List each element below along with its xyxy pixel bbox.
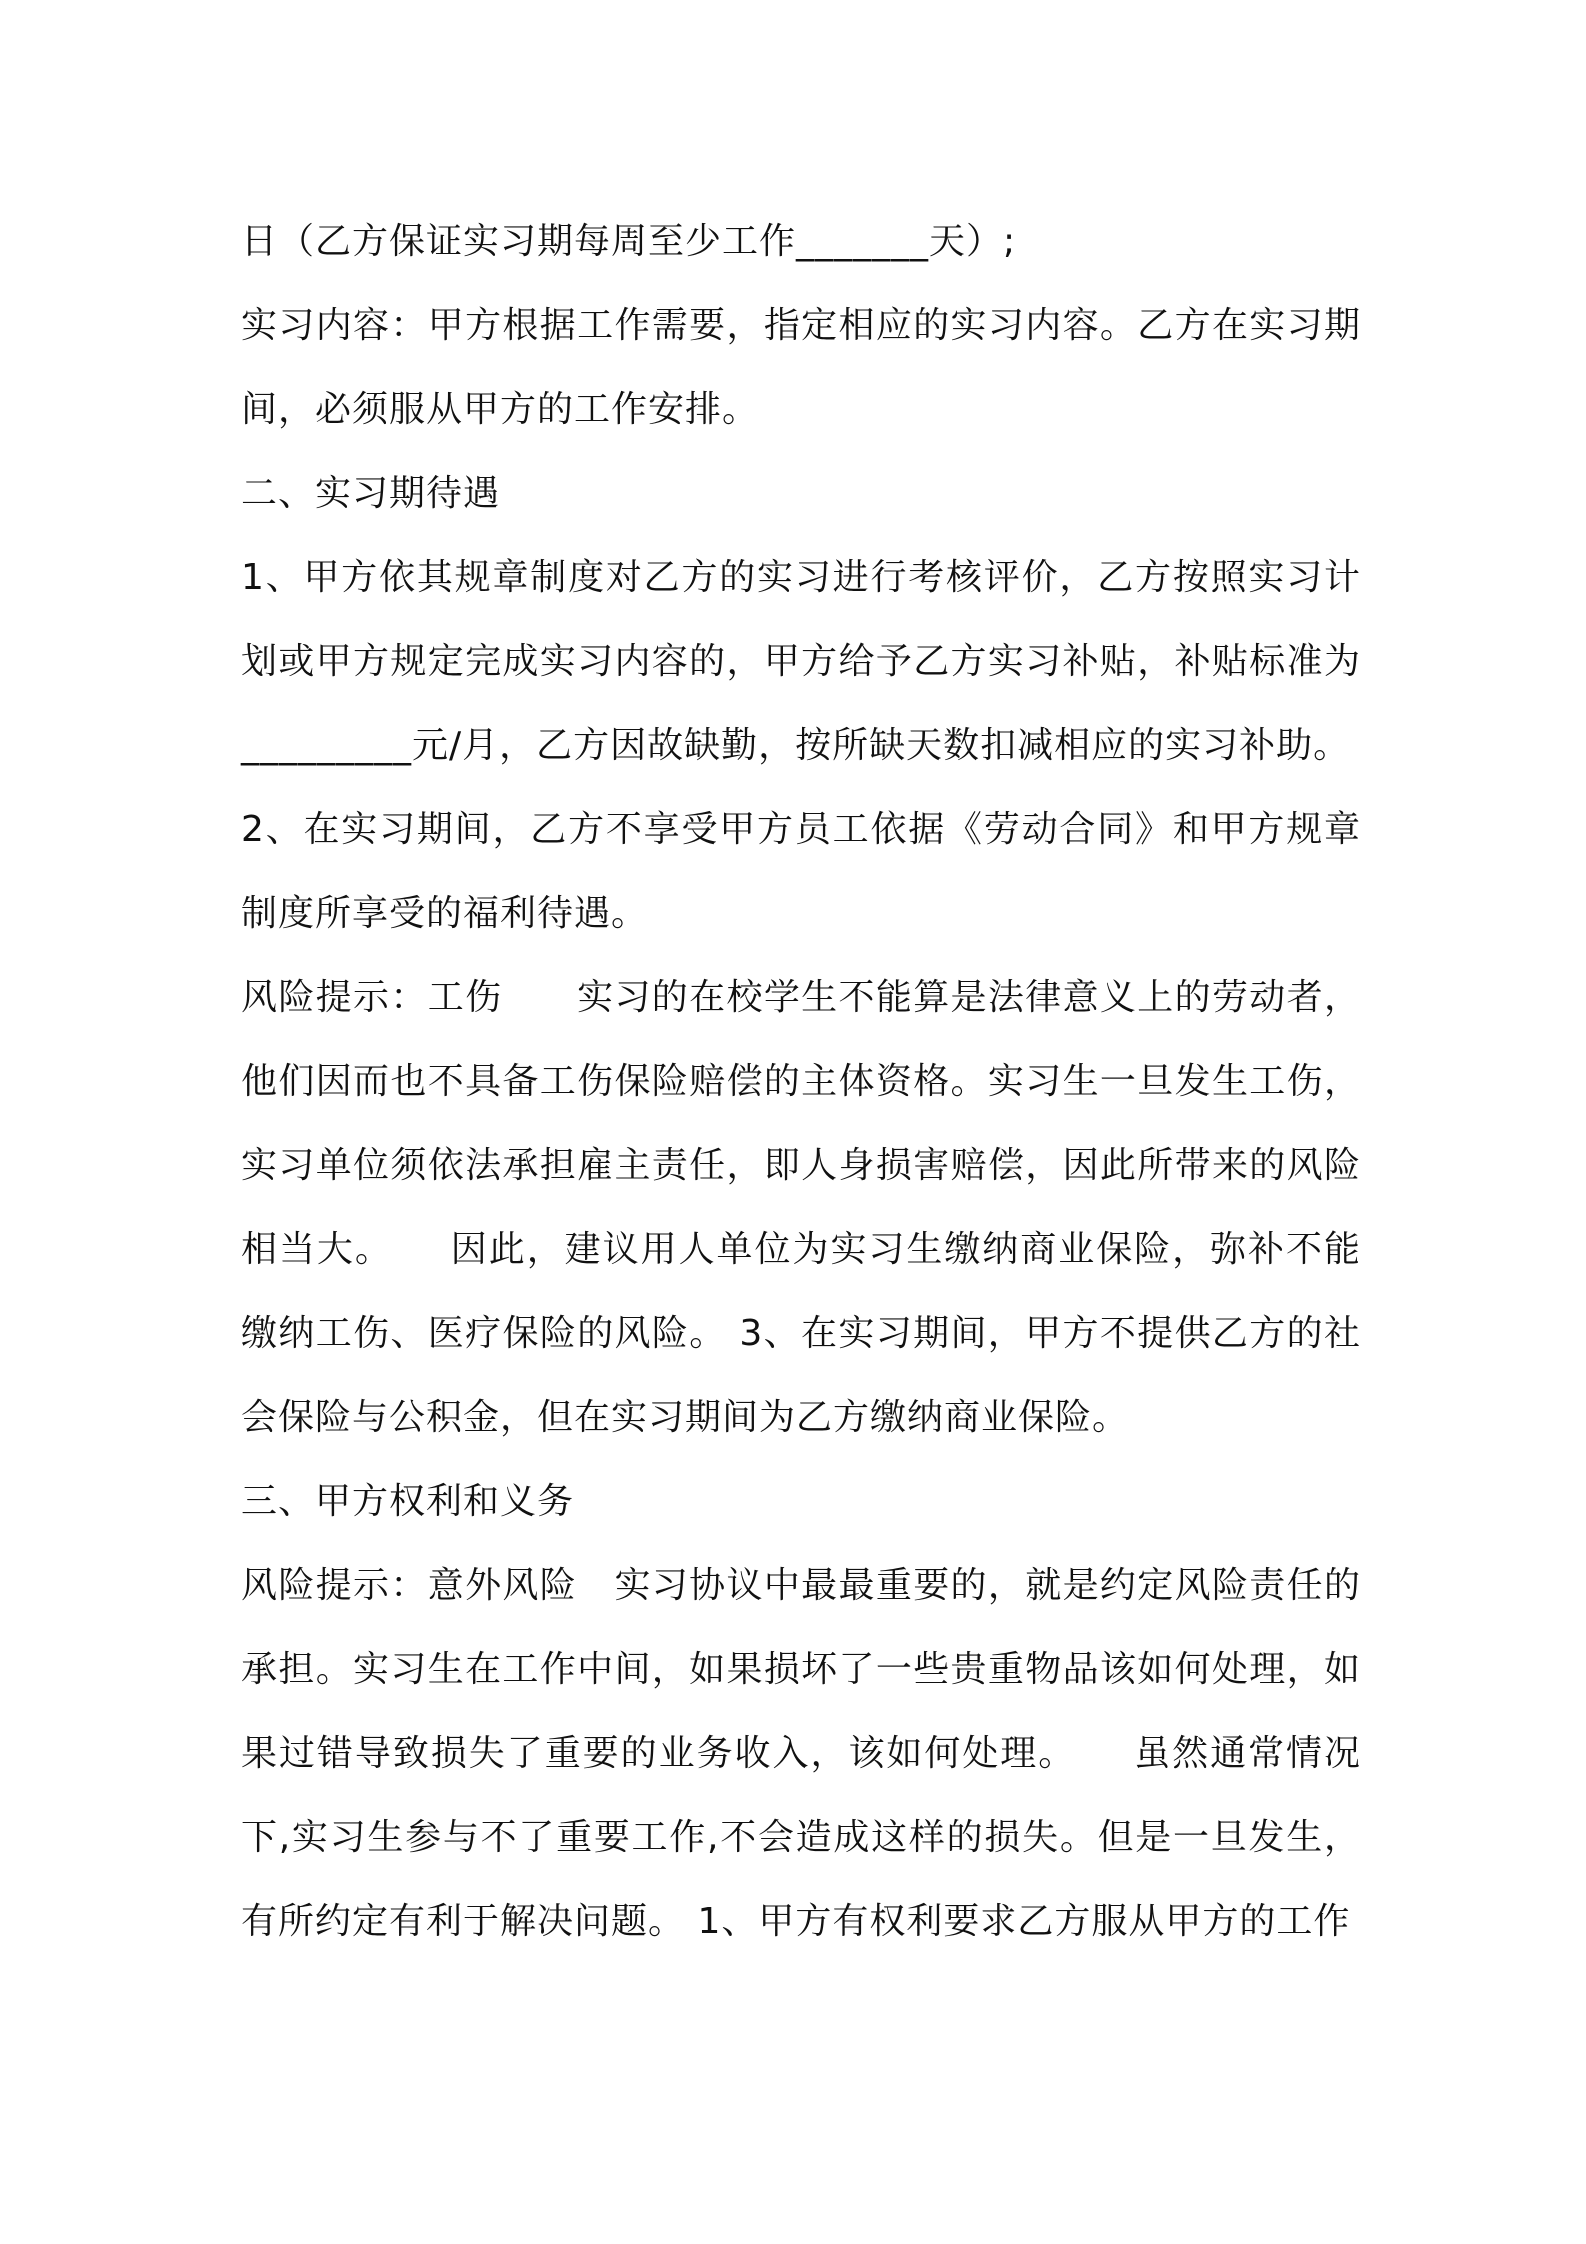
allowance-text-before: 1、甲方依其规章制度对乙方的实习进行考核评价，乙方按照实习计划或甲方规定完成实习内容的，甲方给予乙方实习补贴，补贴标准为 [241, 557, 1361, 682]
paragraph-work-days [241, 200, 1361, 284]
paragraph-allowance [241, 536, 1361, 788]
work-days-text-after: 天）; [929, 221, 1017, 262]
paragraph-benefits: 2、在实习期间，乙方不享受甲方员工依据《劳动合同》和甲方规章制度所享受的福利待遇。 [241, 809, 1361, 934]
paragraph-risk-accident: 风险提示：意外风险 实习协议中最最重要的，就是约定风险责任的承担。实习生在工作中间，如果损坏了一些贵重物品该如何处理，如果过错导致损失了重要的业务收入，该如何处理。 虽然通常情况下,实习生参与不了重要工作,不会造成这样的损失。但是一旦发生，有所约定有利于解决问题。 1、甲方有权利要求乙方服从甲方的工作 [241, 1565, 1361, 1942]
allowance-amount-blank: _________ [241, 725, 412, 766]
work-days-text-before: 日（乙方保证实习期每周至少工作 [241, 221, 797, 262]
allowance-text-after: 元/月，乙方因故缺勤，按所缺天数扣减相应的实习补助。 [412, 725, 1351, 766]
section-heading-party-a-rights: 三、甲方权利和义务 [241, 1481, 575, 1522]
paragraph-internship-content: 实习内容：甲方根据工作需要，指定相应的实习内容。乙方在实习期间，必须服从甲方的工作安排。 [241, 305, 1361, 430]
work-days-blank: _______ [796, 221, 930, 262]
section-heading-treatment: 二、实习期待遇 [241, 473, 501, 514]
paragraph-risk-work-injury: 风险提示：工伤 实习的在校学生不能算是法律意义上的劳动者，他们因而也不具备工伤保险赔偿的主体资格。实习生一旦发生工伤，实习单位须依法承担雇主责任，即人身损害赔偿，因此所带来的风险相当大。 因此，建议用人单位为实习生缴纳商业保险，弥补不能缴纳工伤、医疗保险的风险。 3、在实习期间，甲方不提供乙方的社会保险与公积金，但在实习期间为乙方缴纳商业保险。 [241, 977, 1361, 1438]
document-body [241, 200, 1361, 1964]
